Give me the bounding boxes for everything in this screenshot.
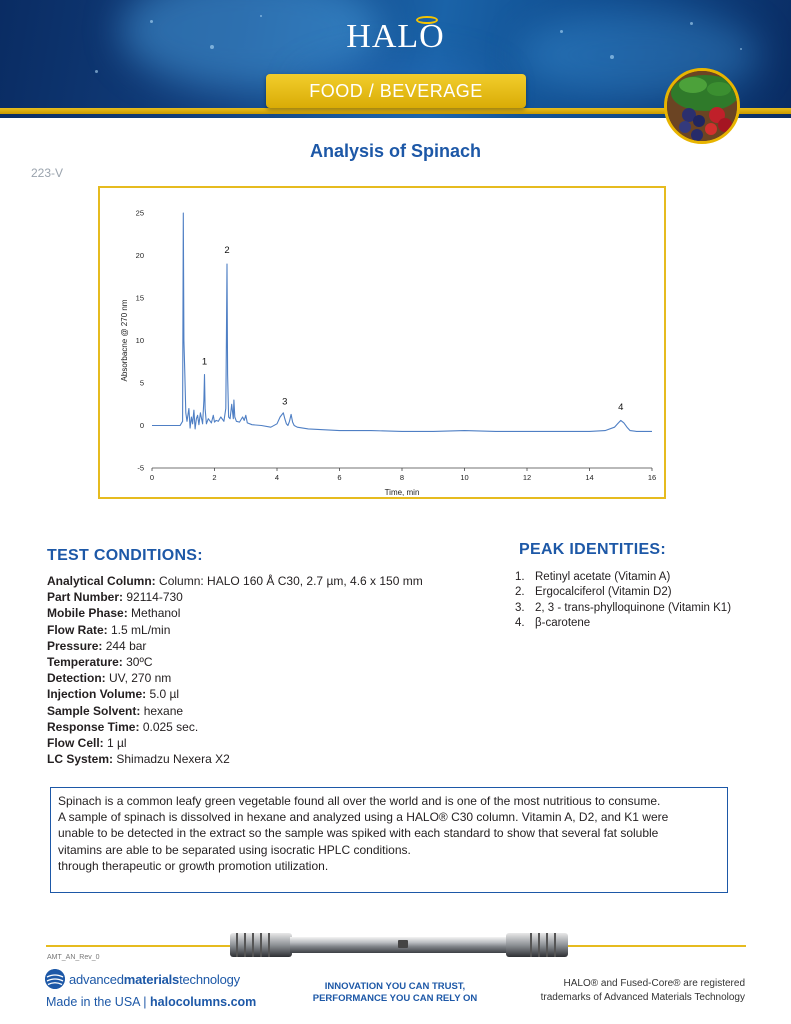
test-condition-row bbox=[47, 622, 477, 638]
sparkle bbox=[95, 70, 98, 73]
description-box bbox=[50, 787, 728, 893]
y-axis-title: Absorbacne @ 270 nm bbox=[120, 299, 129, 382]
test-condition-row bbox=[47, 638, 477, 654]
description-line: Spinach is a common leafy green vegetable found all over the world and is one of the most nutritious to consume. bbox=[58, 794, 661, 808]
description-line: A sample of spinach is dissolved in hexane and analyzed using a HALO® C30 column. Vitamin A, D2, and K1 were bbox=[58, 810, 669, 825]
description-line: unable to be detected in the extract so the sample was spiked with each standard to show that several fat soluble bbox=[58, 826, 659, 841]
test-condition-row bbox=[47, 703, 477, 719]
amt-wordmark-bold: materials bbox=[123, 971, 180, 987]
halo-logo: HALO bbox=[346, 18, 445, 55]
trademark-notice bbox=[510, 977, 745, 1005]
y-tick-label: 25 bbox=[135, 208, 144, 218]
test-condition-value: 244 bar bbox=[102, 638, 147, 653]
made-in-usa bbox=[46, 995, 256, 1009]
peak-identity-item bbox=[515, 570, 755, 585]
test-condition-row bbox=[47, 751, 477, 767]
test-condition-label: Temperature: bbox=[47, 655, 123, 670]
trademark-line: HALO® and Fused-Core® are registered bbox=[563, 978, 745, 989]
tagline-line: PERFORMANCE YOU CAN RELY ON bbox=[312, 993, 478, 1004]
x-tick-label: 10 bbox=[460, 473, 469, 482]
test-condition-label: Mobile Phase: bbox=[47, 606, 128, 621]
test-condition-value: Methanol bbox=[127, 606, 181, 621]
test-condition-label: Detection: bbox=[47, 671, 106, 686]
category-banner bbox=[266, 74, 526, 108]
test-condition-row bbox=[47, 670, 477, 686]
amt-wordmark-suffix: technology bbox=[179, 971, 240, 987]
description-line: through therapeutic or growth promotion utilization. bbox=[58, 858, 329, 873]
document-code: 223-V bbox=[31, 166, 64, 180]
x-tick-label: 4 bbox=[274, 473, 280, 482]
peak-identity-name: Retinyl acetate (Vitamin A) bbox=[535, 571, 671, 583]
test-condition-row bbox=[47, 605, 477, 621]
test-condition-value: hexane bbox=[140, 703, 184, 718]
y-tick-label: 0 bbox=[139, 421, 144, 430]
amt-wordmark bbox=[69, 972, 240, 987]
x-axis-title: Time, min bbox=[384, 488, 420, 497]
trademark-line: trademarks of Advanced Materials Technology bbox=[540, 992, 745, 1003]
peak-identity-number: 1. bbox=[515, 571, 525, 583]
test-condition-row bbox=[47, 735, 477, 751]
x-tick-label: 14 bbox=[585, 473, 594, 482]
test-condition-value: 1 µl bbox=[103, 736, 127, 751]
sparkle bbox=[260, 15, 262, 17]
test-condition-row bbox=[47, 654, 477, 670]
peak-identity-name: β-carotene bbox=[535, 616, 591, 629]
test-condition-value: 0.025 sec. bbox=[139, 719, 199, 734]
tagline bbox=[300, 981, 490, 1005]
y-tick-label: 15 bbox=[135, 293, 144, 303]
food-photo bbox=[664, 68, 740, 144]
peak-label: 3 bbox=[282, 396, 288, 408]
chromatogram-frame bbox=[98, 186, 666, 499]
peak-identity-item bbox=[515, 585, 755, 600]
y-tick-label: 20 bbox=[135, 251, 144, 260]
peak-identity-item bbox=[515, 616, 755, 631]
x-tick-label: 0 bbox=[149, 473, 155, 482]
test-condition-label: Analytical Column: bbox=[47, 574, 156, 588]
amt-wordmark-prefix: advanced bbox=[69, 971, 124, 987]
test-condition-value: Shimadzu Nexera X2 bbox=[113, 752, 230, 767]
y-tick-label: -5 bbox=[137, 463, 144, 473]
peak-identities-list bbox=[515, 570, 755, 631]
test-condition-label: Response Time: bbox=[47, 719, 140, 734]
document-revision: AMT_AN_Rev_0 bbox=[47, 954, 100, 961]
peak-label: 4 bbox=[618, 402, 624, 414]
chromatogram-chart bbox=[100, 188, 664, 497]
x-tick-label: 16 bbox=[647, 473, 657, 482]
x-tick-label: 12 bbox=[522, 473, 532, 482]
website-link[interactable]: halocolumns.com bbox=[150, 995, 257, 1009]
x-tick-label: 8 bbox=[399, 473, 405, 482]
peak-identity-name: Ergocalciferol (Vitamin D2) bbox=[535, 586, 672, 599]
peak-identity-number: 2. bbox=[515, 586, 525, 599]
test-condition-value: Column: HALO 160 Å C30, 2.7 µm, 4.6 x 150 mm bbox=[155, 574, 423, 588]
test-conditions-heading: TEST CONDITIONS: bbox=[47, 547, 203, 564]
amt-logo bbox=[45, 968, 240, 990]
peak-label: 2 bbox=[224, 244, 230, 256]
test-condition-row bbox=[47, 719, 477, 735]
hplc-column-image bbox=[230, 929, 568, 961]
test-condition-value: UV, 270 nm bbox=[105, 671, 172, 686]
tagline-line: INNOVATION YOU CAN TRUST, bbox=[324, 981, 466, 992]
page-title: Analysis of Spinach bbox=[309, 141, 482, 161]
x-tick-label: 2 bbox=[212, 473, 217, 482]
made-in-text: Made in the USA bbox=[46, 995, 140, 1009]
test-condition-label: LC System: bbox=[47, 752, 114, 767]
test-condition-value: 30ºC bbox=[122, 655, 153, 670]
description-line: vitamins are able to be separated using isocratic HPLC conditions. bbox=[58, 842, 411, 857]
x-tick-label: 6 bbox=[337, 473, 342, 482]
peak-identity-name: 2, 3 - trans-phylloquinone (Vitamin K1) bbox=[535, 601, 732, 614]
test-condition-value: 1.5 mL/min bbox=[107, 622, 171, 637]
y-tick-label: 5 bbox=[139, 378, 144, 388]
test-condition-row bbox=[47, 573, 477, 589]
test-condition-value: 92114-730 bbox=[123, 590, 183, 605]
test-condition-label: Injection Volume: bbox=[47, 687, 147, 702]
test-condition-label: Flow Rate: bbox=[47, 622, 108, 637]
test-condition-label: Pressure: bbox=[47, 638, 103, 653]
peak-identity-number: 4. bbox=[515, 616, 525, 629]
test-condition-value: 5.0 µl bbox=[146, 687, 180, 702]
halo-ring-icon bbox=[416, 16, 438, 24]
peak-identities-heading: PEAK IDENTITIES: bbox=[519, 541, 667, 558]
amt-globe-icon bbox=[45, 969, 65, 989]
footer-separator: | bbox=[139, 995, 151, 1009]
test-condition-label: Flow Cell: bbox=[47, 736, 104, 751]
test-condition-row bbox=[47, 589, 477, 605]
test-conditions-list bbox=[47, 573, 477, 767]
peak-identity-number: 3. bbox=[515, 601, 525, 614]
peak-label: 1 bbox=[201, 356, 208, 368]
test-condition-label: Part Number: bbox=[47, 590, 124, 605]
peak-identity-item bbox=[515, 601, 755, 616]
category-label: FOOD / BEVERAGE bbox=[309, 81, 483, 101]
y-tick-label: 10 bbox=[135, 336, 144, 345]
test-condition-row bbox=[47, 686, 477, 702]
test-condition-label: Sample Solvent: bbox=[47, 703, 141, 718]
